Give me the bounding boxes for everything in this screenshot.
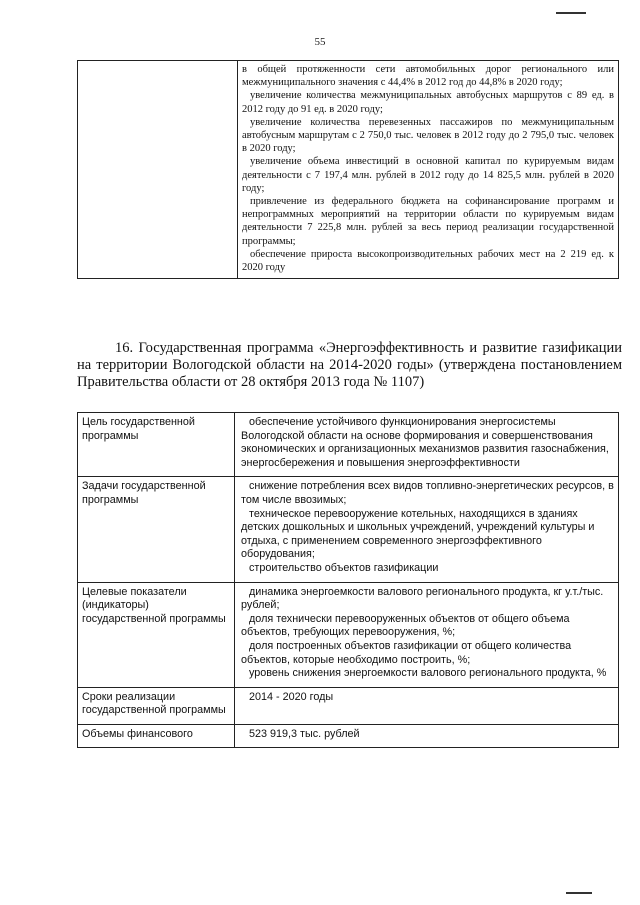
section-heading [77,340,622,391]
table-row [78,477,619,582]
row-label: Цель государственной программы [78,413,235,477]
row-value [235,477,619,582]
list-item: привлечение из федерального бюджета на софинансирование программ и непрограммных мероприятий на территории области по курируемым видам деятельности 7 225,8 млн. рублей за весь период реализации государственной программы; [242,196,614,247]
list-item: увеличение количества перевезенных пассажиров по межмуниципальным автобусным маршрутам с 2 750,0 тыс. человек в 2012 году до 2 795,0 тыс. человек в 2020 году; [242,116,614,155]
list-item: обеспечение прироста высокопроизводительных рабочих мест на 2 219 ед. к 2020 году [242,248,614,274]
list-item: в общей протяженности сети автомобильных дорог регионального или межмуниципального значения с 44,4% в 2012 год до 44,8% в 2020 году; [242,64,614,89]
value-item: доля построенных объектов газификации от общего количества объектов, которые необходимо построить, %; [241,639,572,666]
scan-mark-top [556,12,586,14]
value-item: 2014 - 2020 годы [249,690,334,703]
page-number: 55 [314,36,326,48]
value-item: техническое перевооружение котельных, находящихся в зданиях детских дошкольных и школьных учреждений, учреждений культуры и отдыха, с применением современного энергоэффективного оборудования; [241,507,595,561]
row-value [235,724,619,748]
value-item: обеспечение устойчивого функционирования энергосистемы Вологодской области на основе формирования и совершенствования экономических и организационных механизмов развития газоснабжения, энергосбережения и повышения энергоэффективности [241,416,609,469]
scan-mark-bottom [566,892,592,894]
value-item: динамика энергоемкости валового регионального продукта, кг у.т./тыс. рублей; [241,585,604,612]
value-item: строительство объектов газификации [249,561,439,574]
row-label: Сроки реализации государственной программы [78,687,235,724]
row-label: Целевые показатели (индикаторы) государственной программы [78,582,235,687]
table-row [78,724,619,748]
value-item: снижение потребления всех видов топливно-энергетических ресурсов, в том числе ввозимых; [241,480,614,506]
list-item: увеличение объема инвестиций в основной капитал по курируемым видам деятельности с 7 197,4 млн. рублей в 2012 году до 14 825,5 млн. рублей в 2020 году; [242,156,614,194]
list-item: увеличение количества межмуниципальных автобусных маршрутов с 89 ед. в 2012 году до 91 ед. в 2020 году; [242,90,614,115]
value-item: уровень снижения энергоемкости валового регионального продукта, % [249,667,607,680]
table-row [78,687,619,724]
row-value [235,413,619,477]
row-label: Объемы финансового [78,724,235,748]
row-value [235,582,619,687]
section-heading-text: 16. Государственная программа «Энергоэффективность и развитие газификации на территории Вологодской области на 2014-2020 годы» (утверждена постановлением Правительства области от 28 октября 2013 года № 1107) [77,340,622,390]
row-value [235,687,619,724]
table-row [78,61,619,279]
empty-label-cell [78,61,238,279]
row-label: Задачи государственной программы [78,477,235,582]
table-row [78,582,619,687]
program-passport-table [77,412,619,748]
value-item: доля технически перевооруженных объектов от общего объема объектов, требующих перевооружения, %; [241,612,570,639]
table-row [78,413,619,477]
continued-table [77,60,619,279]
value-item: 523 919,3 тыс. рублей [249,727,360,740]
indicator-list-cell [238,61,619,279]
